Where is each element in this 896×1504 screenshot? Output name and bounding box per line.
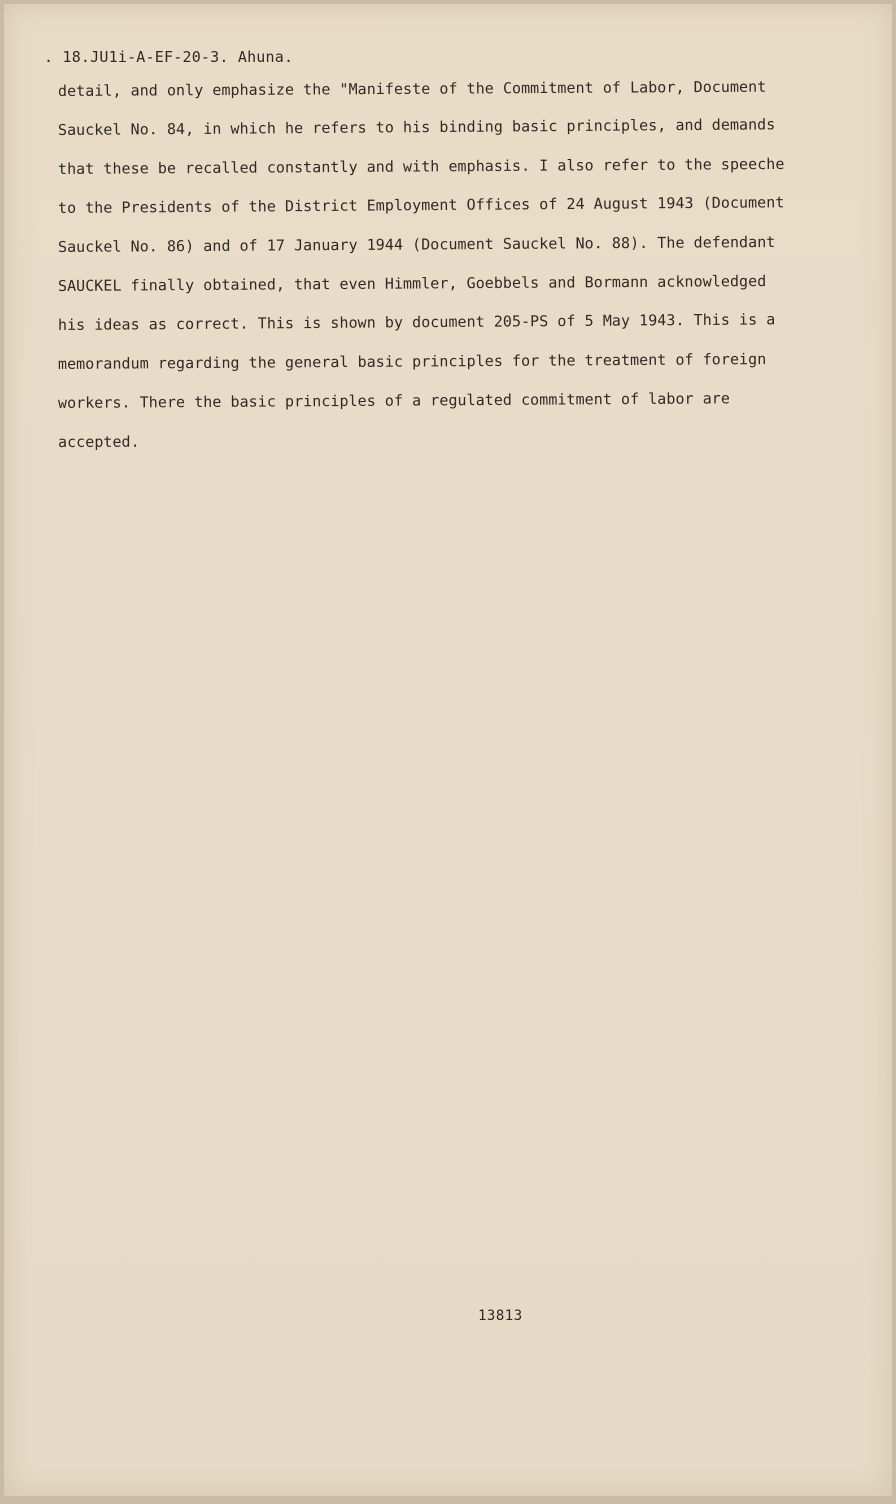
body-line: his ideas as correct. This is shown by document 205-PS of 5 May 1943. This is a bbox=[57, 310, 776, 334]
body-line: accepted. bbox=[57, 432, 140, 451]
body-line: detail, and only emphasize the "Manifeste of the Commitment of Labor, Document bbox=[57, 77, 767, 100]
body-line: Sauckel No. 86) and of 17 January 1944 (Document Sauckel No. 88). The defendant bbox=[57, 232, 776, 256]
body-line: that these be recalled constantly and with emphasis. I also refer to the speeche bbox=[57, 154, 785, 178]
body-line: to the Presidents of the District Employment Offices of 24 August 1943 (Document bbox=[57, 193, 785, 217]
body-line: Sauckel No. 84, in which he refers to his binding basic principles, and demands bbox=[57, 115, 776, 139]
document-body bbox=[58, 78, 848, 468]
document-header: . 18.JU1i-A-EF-20-3. Ahuna. bbox=[44, 48, 294, 66]
body-line: SAUCKEL finally obtained, that even Himmler, Goebbels and Bormann acknowledged bbox=[57, 272, 767, 295]
body-line: memorandum regarding the general basic principles for the treatment of foreign bbox=[57, 350, 767, 373]
page-number: 13813 bbox=[478, 1308, 523, 1324]
body-line: workers. There the basic principles of a regulated commitment of labor are bbox=[57, 389, 730, 412]
document-page bbox=[4, 4, 892, 1496]
